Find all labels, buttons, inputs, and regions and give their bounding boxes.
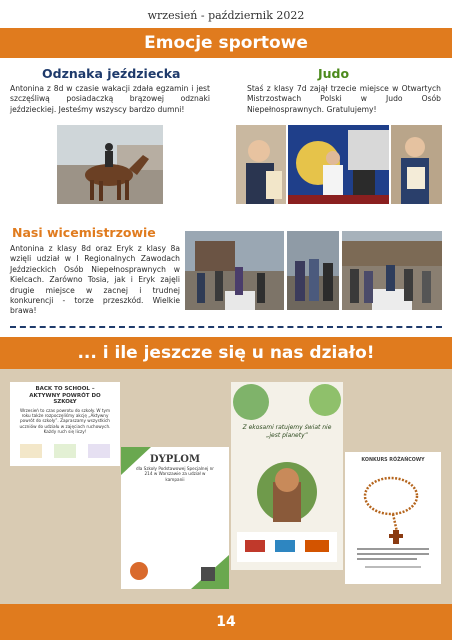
collage-area: [0, 369, 452, 604]
section-banner-title: Emocje sportowe: [0, 28, 452, 58]
poster-back-to-school-text: Wrzesień to czas powrotu do szkoły. W tym roku także rozpoczęliśmy akcję „Aktywny powrót do szkoły”. Zapraszamy wszystkich uczniów do udziału w zajęciach ruchowych. Każdy ruch się liczy!: [19, 407, 111, 435]
heading-wicemistrzowie: Nasi wicemistrzowie: [12, 225, 156, 240]
konkurs-text-lines: [345, 546, 441, 576]
dyplom-text: dla Szkoły Podstawowej Specjalnej nr 214 w Warszawie za udział w kampanii: [135, 465, 215, 482]
poster-back-to-school: [10, 382, 120, 466]
dyplom-title: DYPLOM: [149, 454, 201, 465]
more-banner: ... i ile jeszcze się u nas działo!: [0, 337, 452, 369]
swiat-title: Z ekosami ratujemy świat nie „jest planety”: [242, 424, 332, 439]
heading-odznaka: Odznaka jeździecka: [42, 66, 181, 81]
page-number: 14: [0, 604, 452, 640]
photo-podium-group-2: [287, 231, 339, 310]
poster-back-to-school-icons: [10, 442, 120, 462]
text-odznaka: Antonina z 8d w czasie wakacji zdała egzamin i jest szczęśliwą posiadaczką brązowej odznaki jeździeckiej. Jesteśmy wszyscy bardzo dumni!: [10, 84, 210, 114]
photo-podium-group-3: [342, 231, 442, 310]
photo-podium-group-1: [185, 231, 284, 310]
poster-konkurs: [345, 452, 441, 584]
issue-date: wrzesień - październik 2022: [147, 9, 305, 22]
text-judo: Staś z klasy 7d zajął trzecie miejsce w Otwartych Mistrzostwach Polski w Judo Osób Niepełnosprawnych. Gratulujemy!: [247, 84, 441, 114]
swiat-illustration: [231, 382, 343, 570]
konkurs-title: KONKURS RÓŻAŃCOWY: [361, 458, 425, 463]
dashed-divider: [10, 326, 442, 328]
poster-dyplom: [121, 447, 229, 589]
poster-swiat: [231, 382, 343, 570]
text-wicemistrzowie: Antonina z klasy 8d oraz Eryk z klasy 8a wzięli udział w I Regionalnych Zawodach Jeździeckich Osób Niepełnosprawnych w Kielcach. Zarówno Tosia, jak i Eryk zajęli drugie miejsce w zacnej i trudnej konkurencji - torze przeszkód. Wielkie brawa!: [10, 244, 180, 316]
rosary-image: [345, 466, 441, 546]
photo-judo-certificate: [391, 125, 442, 204]
poster-back-to-school-title: BACK TO SCHOOL – AKTYWNY POWRÓT DO SZKOŁY: [29, 386, 101, 405]
photo-judo-podium: [288, 125, 389, 204]
photo-judo-boy-medal: [236, 125, 286, 204]
photo-horse-rider: [57, 125, 163, 204]
heading-judo: Judo: [318, 66, 350, 81]
